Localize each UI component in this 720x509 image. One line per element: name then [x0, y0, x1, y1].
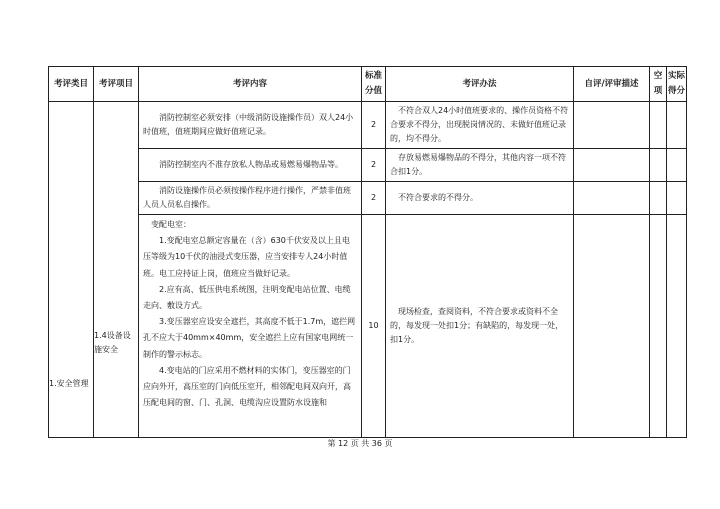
content-heading: 变配电室：: [151, 220, 191, 229]
header-method: 考评办法: [386, 67, 574, 102]
score-cell: 2: [362, 182, 386, 215]
table-row: [49, 215, 687, 438]
score-cell: 10: [362, 215, 386, 438]
method-cell: [386, 182, 574, 215]
actual-score-cell[interactable]: [667, 215, 687, 438]
content-point-2: 2.应有高、低压供电系统图，注明变配电站位置、电缆走向、敷设方式。: [143, 284, 351, 311]
score-cell: 2: [362, 149, 386, 182]
method-text: 存放易燃易爆物品的不得分，其他内容一项不符合扣1分。: [390, 153, 566, 176]
empty-cell[interactable]: [650, 182, 667, 215]
method-text: 不符合双人24小时值班要求的、操作员资格不符合要求不得分，出现脱岗情况的、未做好值班记录的，均不得分。: [390, 106, 569, 143]
empty-cell[interactable]: [650, 149, 667, 182]
assessment-table-wrapper: [48, 66, 687, 438]
content-point-4: 4.变电站的门应采用不燃材料的实体门，变压器室的门应向外开，高压室的门向低压室开，相邻配电间双向开，高压配电间的窗、门、孔洞、电缆沟应设置防水设施和: [143, 365, 351, 408]
content-cell: [139, 149, 362, 182]
content-cell: [139, 182, 362, 215]
category-cell: [49, 102, 94, 438]
page-footer: 第 12 页 共 36 页: [327, 439, 393, 448]
table-row: [49, 149, 687, 182]
category-label: 1.安全管理: [49, 379, 89, 388]
header-category: 考评类目: [49, 67, 94, 102]
content-text: 消防设施操作员必须按操作程序进行操作，严禁非值班人员人员私自操作。: [143, 186, 351, 209]
method-text: 不符合要求的不得分。: [398, 193, 478, 202]
content-point-3: 3.变压器室应设安全遮拦，其高度不低于1.7m，遮拦网孔不应大于40mm×40mm，安全遮拦上应有国家电网统一制作的警示标志。: [143, 317, 356, 359]
assessment-table: [48, 66, 687, 438]
content-text: 消防控制室内不准存放私人物品或易燃易爆物品等。: [159, 160, 343, 169]
self-eval-cell[interactable]: [574, 182, 650, 215]
empty-cell[interactable]: [650, 215, 667, 438]
content-text: 消防控制室必须安排（中级消防设施操作员）双人24小时值班，值班期间应做好值班记录。: [143, 113, 354, 136]
item-cell: [94, 102, 139, 438]
score-cell: 2: [362, 102, 386, 149]
header-content: 考评内容: [139, 67, 362, 102]
header-self-eval: 自评/评审描述: [574, 67, 650, 102]
header-item: 考评项目: [94, 67, 139, 102]
item-label: 1.4设备设施安全: [94, 331, 131, 354]
actual-score-cell[interactable]: [667, 182, 687, 215]
actual-score-cell[interactable]: [667, 102, 687, 149]
method-text: 现场检查，查阅资料，不符合要求或资料不全的，每发现一处扣1分；有缺陷的，每发现一处，扣1分。: [390, 307, 564, 344]
content-cell: [139, 102, 362, 149]
content-cell: [139, 215, 362, 438]
header-score: 标准分值: [362, 67, 386, 102]
method-cell: [386, 215, 574, 438]
empty-cell[interactable]: [650, 102, 667, 149]
self-eval-cell[interactable]: [574, 215, 650, 438]
actual-score-cell[interactable]: [667, 149, 687, 182]
header-empty: 空项: [650, 67, 667, 102]
self-eval-cell[interactable]: [574, 102, 650, 149]
method-cell: [386, 149, 574, 182]
header-actual: 实际得分: [667, 67, 687, 102]
method-cell: [386, 102, 574, 149]
table-header-row: [49, 67, 687, 102]
table-row: [49, 102, 687, 149]
content-point-1: 1.变配电室总额定容量在（含）630千伏安及以上且电压等级为10千伏的油浸式变压器，应当安排专人24小时值班。电工应持证上岗，值班应当做好记录。: [143, 236, 350, 278]
table-row: [49, 182, 687, 215]
self-eval-cell[interactable]: [574, 149, 650, 182]
